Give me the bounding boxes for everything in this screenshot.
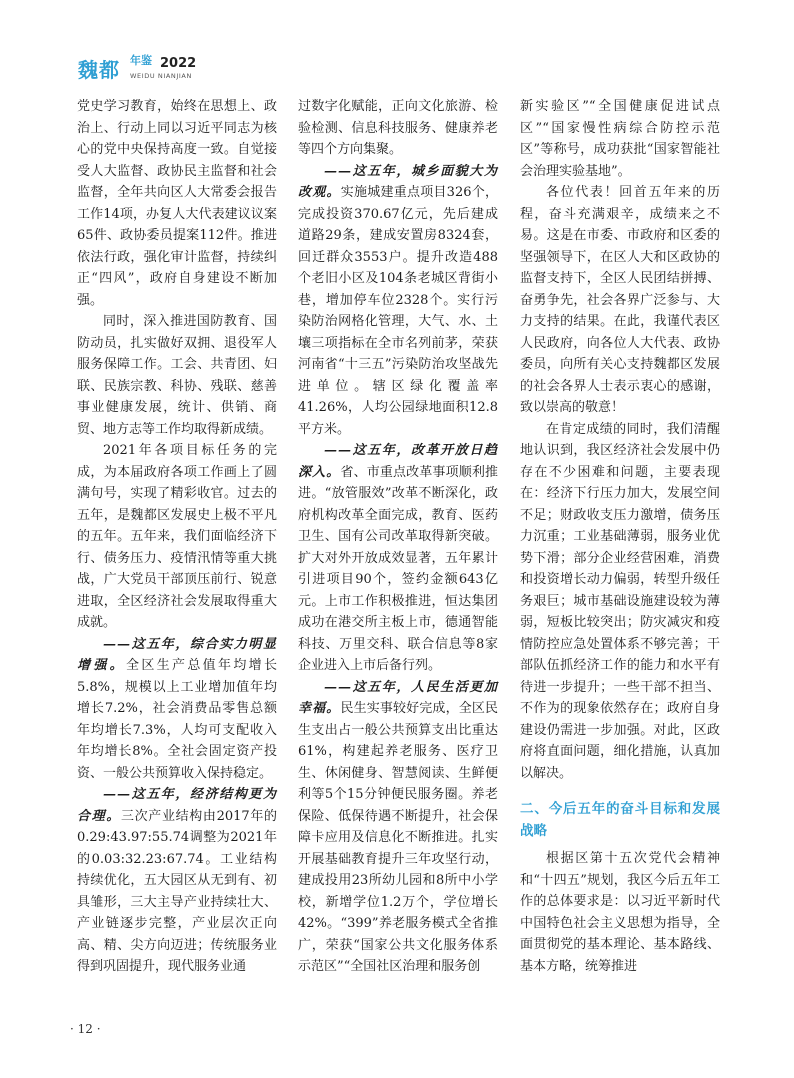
paragraph-text: 在肯定成绩的同时，我们清醒地认识到，我区经济社会发展中仍存在不少困难和问题，主要表现在：经济下行压力加大，发展空间不足；财政收支压力激增，债务压力沉重；工业基础薄弱，服务业优势下滑；部分企业经营困难，消费和投资增长动力偏弱，转型升级任务艰巨；城市基础设施建设较为薄弱，短板比较突出；防灾减灾和疫情防控应急处置体系不够完善；干部队伍抓经济工作的能力和水平有待进一步提升；一些干部不担当、不作为的现象依然存在；政府自身建设仍需进一步加强。对此，区政府将直面问题，细化措施，认真加以解决。	[520, 421, 720, 781]
paragraph	[298, 440, 498, 677]
paragraph-text: 同时，深入推进国防教育、国防动员，扎实做好双拥、退役军人服务保障工作。工会、共青团、妇联、民族宗教、科协、残联、慈善事业健康发展，统计、供销、商贸、地方志等工作均取得新成绩。	[77, 314, 277, 437]
yearbook-logo-subtitle: 年鉴	[130, 54, 152, 67]
paragraph-text: 全区生产总值年均增长5.8%，规模以上工业增加值年均增长7.2%，社会消费品零售总额年均增长7.3%，人均可支配收入年均增长8%。全社会固定资产投资、一般公共预算收入保持稳定。	[77, 658, 277, 781]
text-column-3	[520, 96, 720, 977]
paragraph-text: 省、市重点改革事项顺利推进。“放管服效”改革不断深化，政府机构改革全面完成，教育、医药卫生、国有公司改革取得新突破。扩大对外开放成效显著，五年累计引进项目90个，签约金额643亿元。上市工作积极推进，恒达集团成功在港交所主板上市，德通智能科技、万里交科、联合信息等8家企业进入上市后备行列。	[298, 464, 498, 673]
paragraph-lead: ——这五年，经济结构更为合理。	[77, 787, 277, 824]
paragraph-text: 2021年各项目标任务的完成，为本届政府各项工作画上了圆满句号，实现了精彩收官。过去的五年，是魏都区发展史上极不平凡的五年。五年来，我们面临经济下行、债务压力、疫情汛情等重大挑战，广大党员干部顶压前行、锐意进取，全区经济社会发展取得重大成就。	[77, 443, 277, 630]
paragraph-text: 各位代表！回首五年来的历程，奋斗充满艰辛，成绩来之不易。这是在市委、市政府和区委的坚强领导下，在区人大和区政协的监督支持下，全区人民团结拼搏、奋勇争先，社会各界广泛参与、大力支持的结果。在此，我谨代表区人民政府，向各位人大代表、政协委员，向所有关心支持魏都区发展的社会各界人士表示衷心的感谢，致以崇高的敬意！	[520, 185, 720, 415]
yearbook-english-name: WEIDU NIANJIAN	[130, 72, 192, 80]
paragraph-text: 根据区第十五次党代会精神和“十四五”规划，我区今后五年工作的总体要求是：以习近平新时代中国特色社会主义思想为指导，全面贯彻党的基本理论、基本路线、基本方略，统筹推进	[520, 851, 720, 974]
text-column-2	[298, 96, 498, 978]
paragraph	[298, 161, 498, 441]
section-heading: 二、今后五年的奋斗目标和发展战略	[520, 801, 720, 839]
paragraph	[298, 96, 498, 161]
paragraph	[520, 419, 720, 785]
paragraph	[520, 96, 720, 182]
paragraph	[77, 311, 277, 440]
paragraph-lead: ——这五年，城乡面貌大为改观。	[298, 163, 498, 200]
paragraph-text: 民生实事较好完成，全区民生支出占一般公共预算支出比重达61%，构建起养老服务、医疗卫生、休闲健身、智慧阅读、生鲜便利等5个15分钟便民服务圈。养老保险、低保待遇不断提升，社会保障卡应用及信息化不断推进。扎实开展基础教育提升三年攻坚行动，建成投用23所幼儿园和8所中小学校，新增学位1.2万个，学位增长42%。“399”养老服务模式全省推广，荣获“国家公共文化服务体系示范区”“全国社区治理和服务创	[298, 701, 498, 974]
paragraph-lead: ——这五年，综合实力明显增强。	[77, 636, 277, 673]
paragraph	[77, 440, 277, 634]
paragraph-text: 党史学习教育，始终在思想上、政治上、行动上同以习近平同志为核心的党中央保持高度一致。自觉接受人大监督、政协民主监督和社会监督，全年共向区人大常委会报告工作14项，办复人大代表建议议案65件、政协委员提案112件。推进依法行政，强化审计监督，持续纠正“四风”，政府自身建设不断加强。	[77, 99, 277, 308]
paragraph	[520, 848, 720, 977]
paragraph-lead: ——这五年，改革开放日趋深入。	[298, 443, 498, 480]
paragraph	[77, 634, 277, 785]
paragraph	[77, 784, 277, 978]
yearbook-logo: 魏都	[78, 58, 120, 82]
paragraph-lead: ——这五年，人民生活更加幸福。	[298, 679, 498, 716]
text-column-1	[77, 96, 277, 978]
yearbook-masthead	[68, 52, 288, 90]
yearbook-year: 2022	[160, 56, 197, 71]
paragraph	[520, 182, 720, 419]
paragraph-text: 三次产业结构由2017年的0.29:43.97:55.74调整为2021年的0.03:32.23:67.74。工业结构持续优化，五大园区从无到有、初具雏形，三大主导产业持续壮大、产业链逐步完整，产业层次正向高、精、尖方向迈进；传统服务业得到巩固提升，现代服务业通	[77, 808, 277, 974]
paragraph-text: 过数字化赋能，正向文化旅游、检验检测、信息科技服务、健康养老等四个方向集聚。	[298, 99, 498, 157]
paragraph-text: 新实验区”“全国健康促进试点区”“国家慢性病综合防控示范区”等称号，成功获批“国家智能社会治理实验基地”。	[520, 99, 720, 179]
paragraph	[298, 677, 498, 978]
page-number: · 12 ·	[70, 1022, 101, 1036]
paragraph	[77, 96, 277, 311]
paragraph-text: 实施城建重点项目326个，完成投资370.67亿元，先后建成道路29条，建成安置房8324套，回迁群众3553户。提升改造488个老旧小区及104条老城区背街小巷，增加停车位2328个。实行污染防治网格化管理，大气、水、土壤三项指标在全市名列前茅，荣获河南省“十三五”污染防治攻坚战先进单位。辖区绿化覆盖率41.26%，人均公园绿地面积12.8平方米。	[298, 185, 498, 437]
